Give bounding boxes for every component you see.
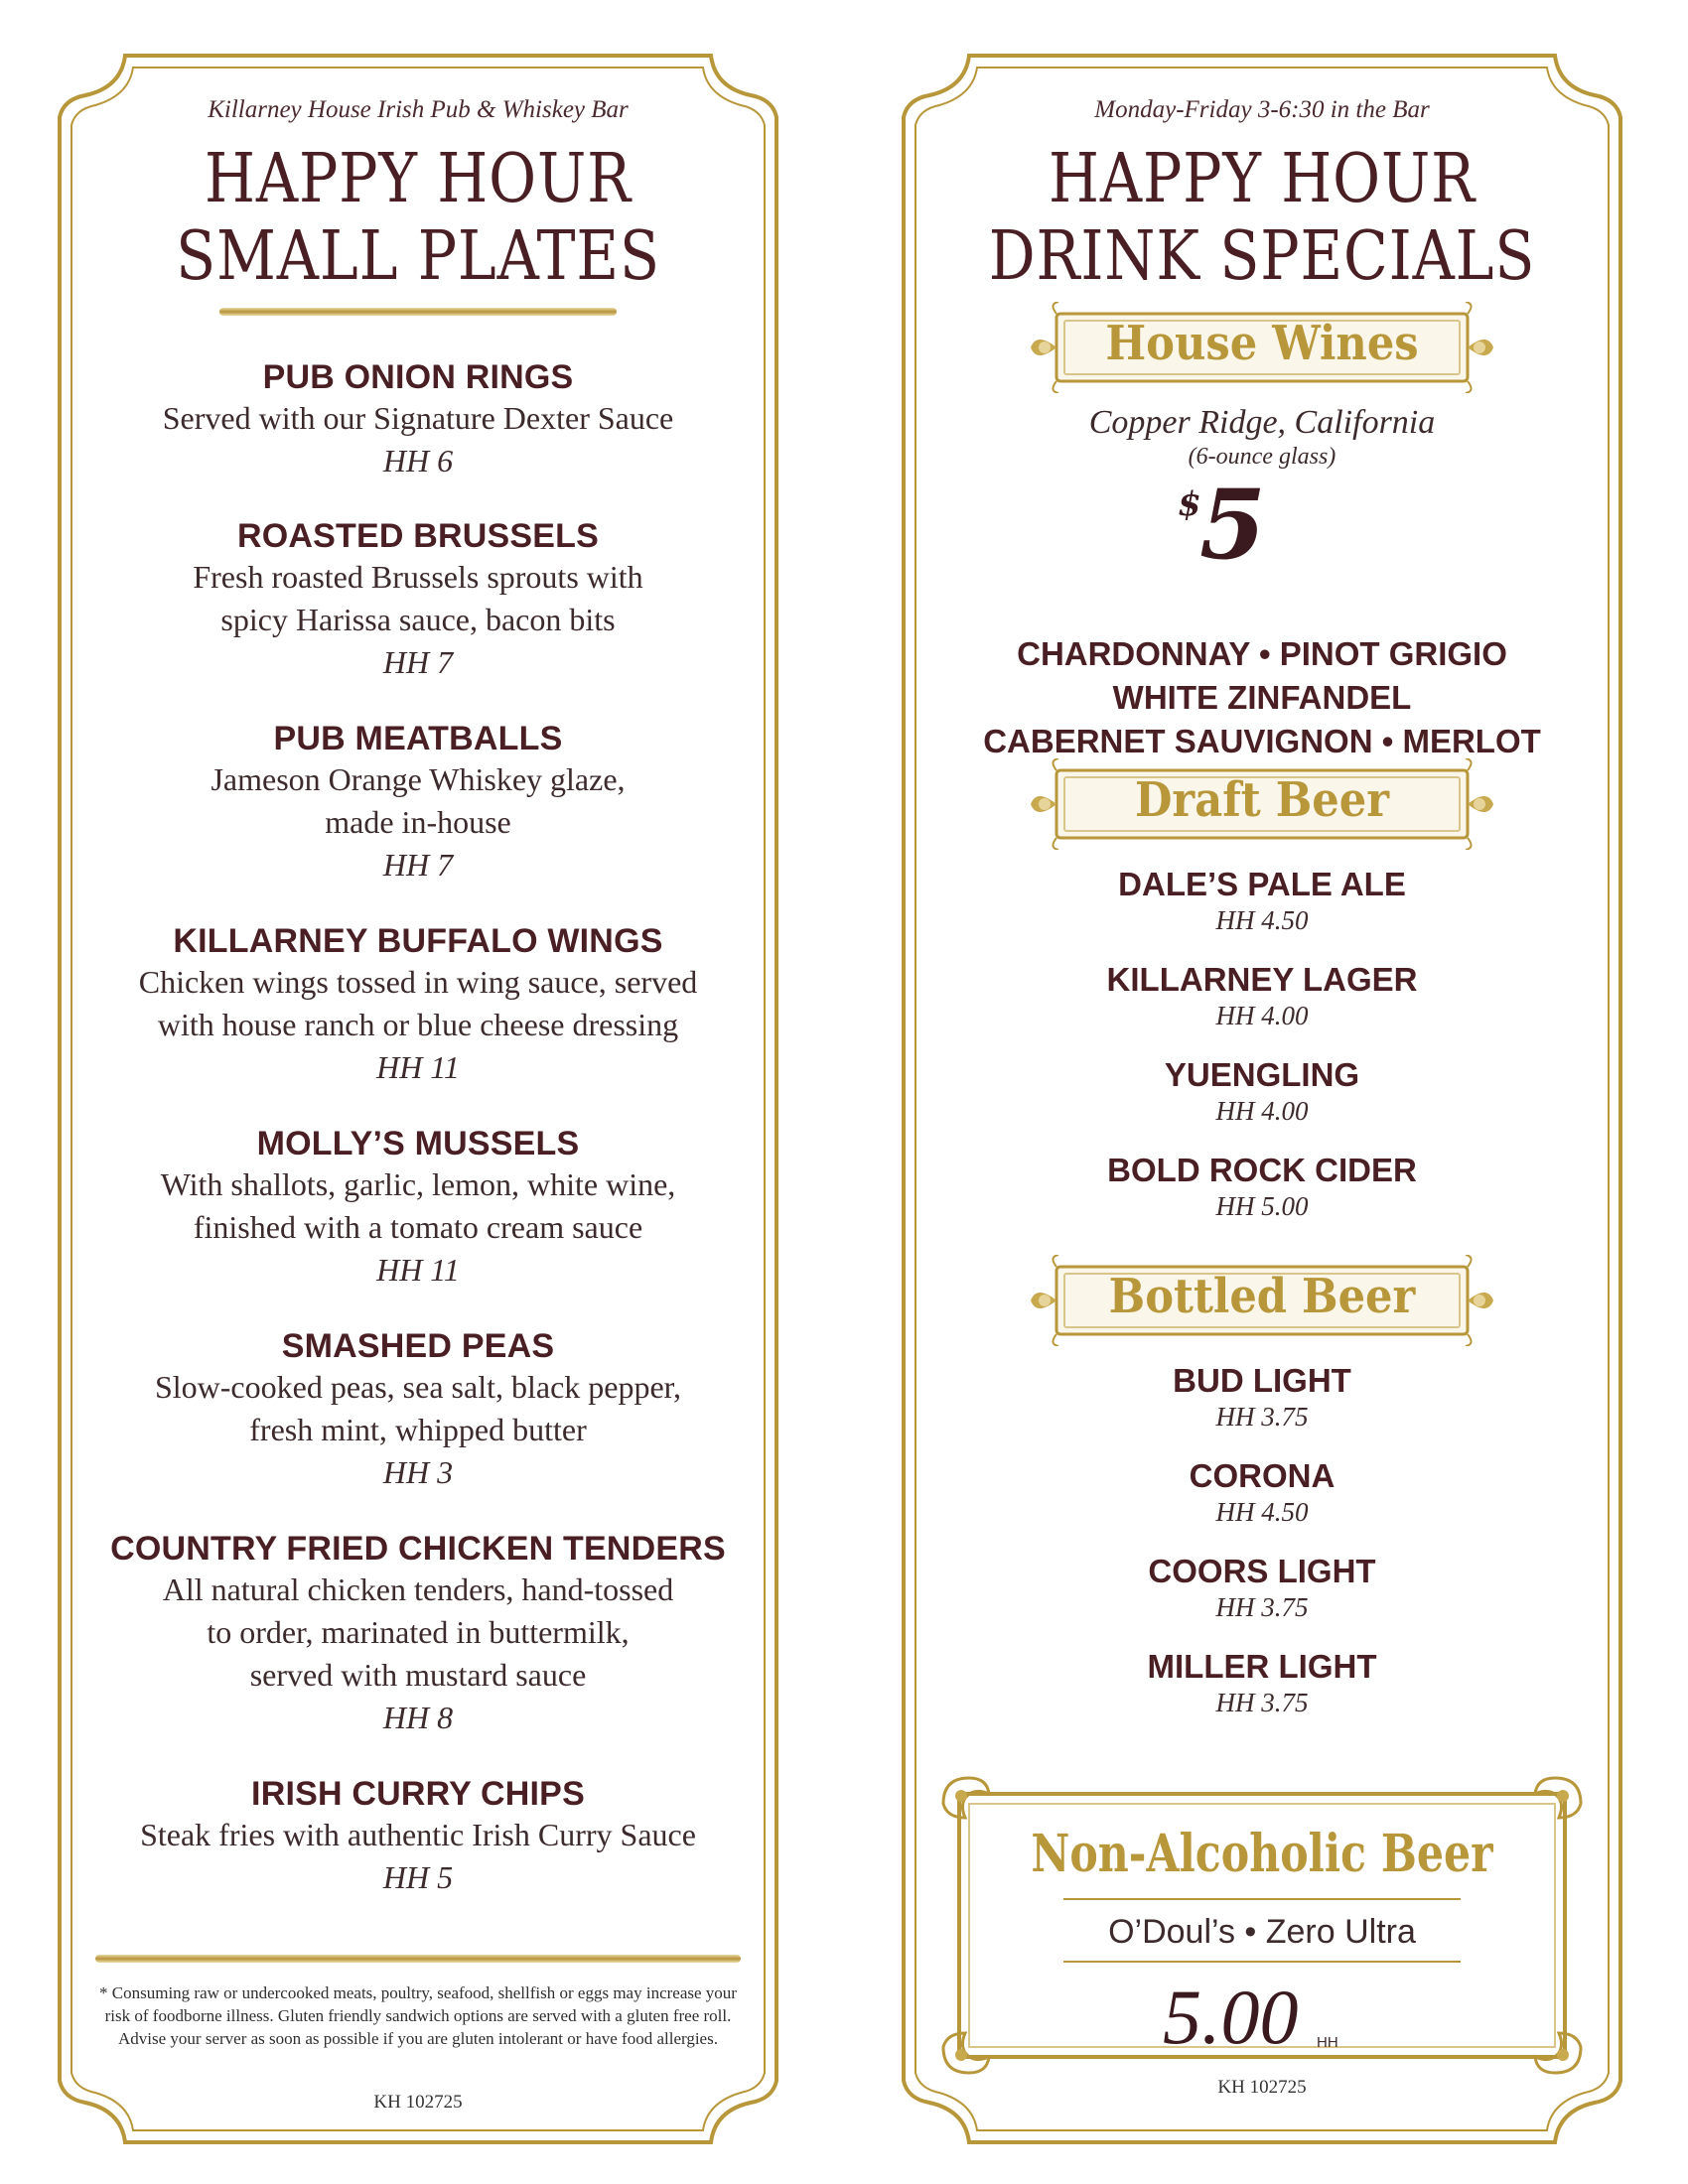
menu-item xyxy=(56,719,780,886)
item-price: HH 11 xyxy=(376,1049,460,1085)
wine-line: CHARDONNAY • PINOT GRIGIO xyxy=(1017,635,1507,672)
page-title xyxy=(106,141,730,296)
beer-item xyxy=(900,1152,1624,1223)
item-description: With shallots, garlic, lemon, white wine, finished with a tomato cream sauce xyxy=(160,1166,676,1245)
beer-item xyxy=(900,1553,1624,1624)
non-alcoholic-price: 5.00 xyxy=(1163,1974,1299,2060)
non-alcoholic-box xyxy=(939,1774,1585,2077)
beer-item xyxy=(900,1362,1624,1433)
draft-beer-banner xyxy=(1029,758,1495,850)
footer-divider xyxy=(95,1955,741,1963)
beer-name: MILLER LIGHT xyxy=(1147,1648,1377,1685)
title-line-1: HAPPY HOUR xyxy=(205,140,632,218)
beer-item xyxy=(900,866,1624,937)
price-suffix: HH xyxy=(1317,2034,1338,2051)
wine-varietals xyxy=(900,632,1624,763)
non-alcoholic-items: O’Doul’s • Zero Ultra xyxy=(1108,1913,1416,1951)
beer-item xyxy=(900,1648,1624,1719)
item-price: HH 7 xyxy=(382,847,454,883)
divider xyxy=(1063,1961,1461,1963)
section-title: House Wines xyxy=(1105,316,1419,371)
title-line-2: DRINK SPECIALS xyxy=(988,217,1536,296)
item-description: All natural chicken tenders, hand-tossed to order, marinated in buttermilk, served with mustard sauce xyxy=(162,1571,674,1693)
item-name: PUB ONION RINGS xyxy=(262,358,574,396)
section-title: Non-Alcoholic Beer xyxy=(1031,1824,1493,1884)
menu-item xyxy=(56,1326,780,1493)
wine-size: (6-ounce glass) xyxy=(1188,444,1336,470)
divider xyxy=(1063,1898,1461,1900)
wine-line: CABERNET SAUVIGNON • MERLOT xyxy=(983,723,1541,759)
house-wines-banner xyxy=(1029,302,1495,393)
bottled-beer-banner xyxy=(1029,1255,1495,1346)
item-name: SMASHED PEAS xyxy=(281,1327,555,1365)
item-name: PUB MEATBALLS xyxy=(273,720,563,757)
beer-item xyxy=(900,1457,1624,1529)
section-title: Bottled Beer xyxy=(1108,1269,1416,1324)
beer-price: HH 4.50 xyxy=(1215,905,1309,935)
beer-name: COORS LIGHT xyxy=(1148,1553,1376,1589)
page-title xyxy=(950,141,1574,296)
item-price: HH 5 xyxy=(382,1859,454,1895)
item-name: KILLARNEY BUFFALO WINGS xyxy=(173,922,663,960)
beer-name: KILLARNEY LAGER xyxy=(1106,961,1418,998)
title-divider xyxy=(219,308,617,316)
item-name: IRISH CURRY CHIPS xyxy=(251,1775,585,1813)
restaurant-name: Killarney House Irish Pub & Whiskey Bar xyxy=(208,96,629,123)
beer-price: HH 3.75 xyxy=(1215,1688,1309,1717)
beer-name: CORONA xyxy=(1189,1457,1336,1494)
item-name: COUNTRY FRIED CHICKEN TENDERS xyxy=(110,1530,726,1568)
item-description: Chicken wings tossed in wing sauce, served with house ranch or blue cheese dressing xyxy=(138,964,698,1042)
beer-name: DALE’S PALE ALE xyxy=(1118,866,1406,902)
menu-code: KH 102725 xyxy=(1217,2077,1307,2098)
item-description: Served with our Signature Dexter Sauce xyxy=(162,400,674,436)
menu-item xyxy=(56,357,780,481)
menu-item xyxy=(56,1774,780,1898)
item-price: HH 8 xyxy=(382,1700,454,1735)
menu-item xyxy=(56,921,780,1088)
beer-name: BUD LIGHT xyxy=(1173,1362,1351,1399)
item-price: HH 7 xyxy=(382,644,454,680)
item-name: ROASTED BRUSSELS xyxy=(236,517,600,555)
item-description: Steak fries with authentic Irish Curry Sauce xyxy=(140,1817,696,1852)
beer-price: HH 5.00 xyxy=(1215,1191,1309,1221)
item-name: MOLLY’S MUSSELS xyxy=(256,1125,580,1162)
item-price: HH 3 xyxy=(382,1454,454,1490)
beer-name: BOLD ROCK CIDER xyxy=(1107,1152,1417,1188)
title-line-1: HAPPY HOUR xyxy=(1049,140,1476,218)
item-description: Jameson Orange Whiskey glaze, made in-house xyxy=(211,761,626,840)
menu-item xyxy=(56,1529,780,1738)
item-description: Fresh roasted Brussels sprouts with spicy Harissa sauce, bacon bits xyxy=(193,559,643,637)
menu-item xyxy=(56,516,780,683)
drink-specials-menu xyxy=(900,52,1624,2146)
item-description: Slow-cooked peas, sea salt, black pepper, fresh mint, whipped butter xyxy=(154,1369,682,1447)
beer-name: YUENGLING xyxy=(1164,1056,1360,1093)
item-price: HH 6 xyxy=(382,443,454,478)
wine-origin: Copper Ridge, California xyxy=(1088,404,1436,441)
beer-price: HH 4.00 xyxy=(1215,1096,1309,1126)
currency-symbol: $ xyxy=(1178,484,1201,524)
beer-item xyxy=(900,961,1624,1032)
beer-price: HH 3.75 xyxy=(1215,1592,1309,1622)
section-title: Draft Beer xyxy=(1134,772,1390,828)
wine-price xyxy=(1178,469,1346,588)
beer-price: HH 3.75 xyxy=(1215,1402,1309,1432)
item-price: HH 11 xyxy=(376,1252,460,1288)
wine-line: WHITE ZINFANDEL xyxy=(1112,679,1412,716)
menu-code: KH 102725 xyxy=(373,2092,463,2113)
beer-price: HH 4.00 xyxy=(1215,1001,1309,1030)
beer-item xyxy=(900,1056,1624,1128)
price-amount: 5 xyxy=(1199,469,1266,581)
allergy-footnote: * Consuming raw or undercooked meats, poultry, seafood, shellfish or eggs may increase your risk of foodborne illness. Gluten friendly sandwich options are served with a gluten free roll. Advise your server as soon as possible if you are gluten intolerant or have food allergies. xyxy=(99,1983,737,2048)
title-line-2: SMALL PLATES xyxy=(176,217,660,296)
menu-item xyxy=(56,1124,780,1291)
happy-hour-schedule: Monday-Friday 3-6:30 in the Bar xyxy=(1094,96,1430,123)
beer-price: HH 4.50 xyxy=(1215,1497,1309,1527)
small-plates-menu xyxy=(56,52,780,2146)
